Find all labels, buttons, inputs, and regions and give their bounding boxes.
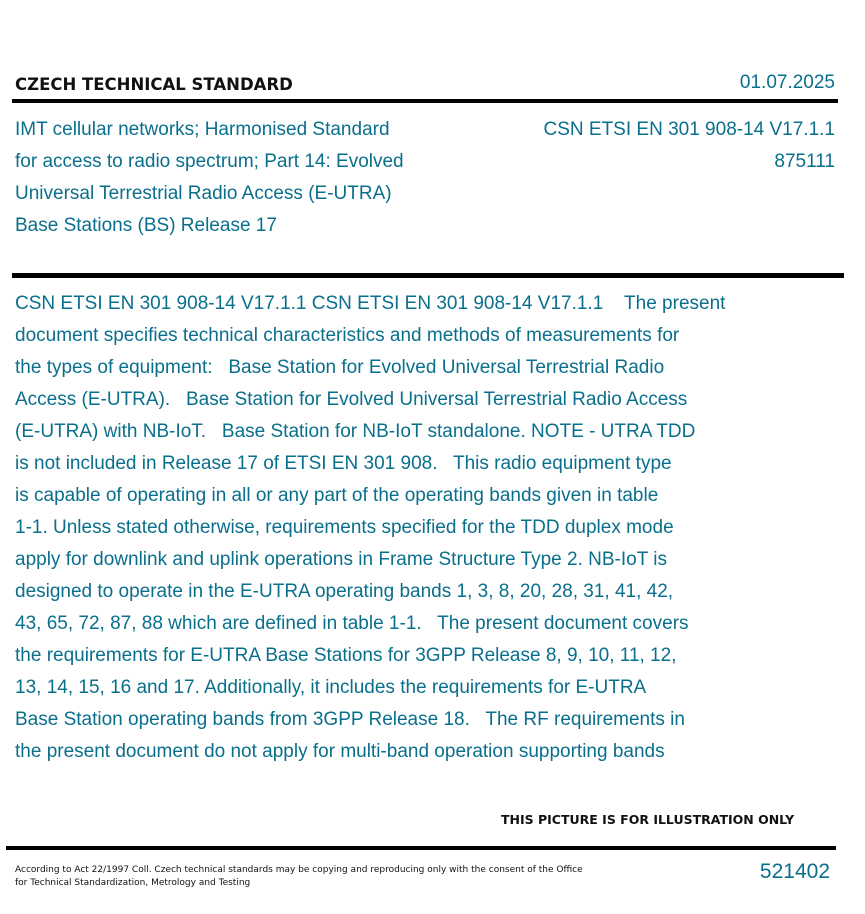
title-line: Base Stations (BS) Release 17 [15, 215, 277, 236]
abstract-line: the types of equipment: Base Station for Evolved Universal Terrestrial Radio [15, 357, 665, 378]
standard-identifier [544, 114, 836, 178]
title-line: IMT cellular networks; Harmonised Standard [15, 119, 390, 140]
document-type-label: CZECH TECHNICAL STANDARD [15, 75, 293, 94]
header-divider [12, 99, 838, 103]
abstract-line: designed to operate in the E-UTRA operating bands 1, 3, 8, 20, 28, 31, 41, 42, [15, 581, 674, 602]
abstract-line: (E-UTRA) with NB-IoT. Base Station for NB-IoT standalone. NOTE - UTRA TDD [15, 421, 696, 442]
copyright-line: for Technical Standardization, Metrology and Testing [15, 878, 251, 888]
abstract-line: is not included in Release 17 of ETSI EN 301 908. This radio equipment type [15, 453, 672, 474]
abstract-line: CSN ETSI EN 301 908-14 V17.1.1 CSN ETSI EN 301 908-14 V17.1.1 The present [15, 293, 726, 314]
abstract-line: document specifies technical characteristics and methods of measurements for [15, 325, 680, 346]
abstract-line: apply for downlink and uplink operations in Frame Structure Type 2. NB-IoT is [15, 549, 667, 570]
publication-date: 01.07.2025 [739, 72, 835, 93]
catalog-code: 875111 [774, 151, 835, 172]
abstract-line: is capable of operating in all or any part of the operating bands given in table [15, 485, 659, 506]
copyright-notice [15, 864, 583, 890]
abstract-text [15, 288, 835, 768]
title-line: Universal Terrestrial Radio Access (E-UTRA) [15, 183, 392, 204]
standard-title [15, 114, 485, 242]
copyright-line: According to Act 22/1997 Coll. Czech technical standards may be copying and reproducing only with the consent of the Office [15, 865, 583, 875]
illustration-notice: THIS PICTURE IS FOR ILLUSTRATION ONLY [501, 812, 795, 827]
document-code: 521402 [759, 860, 830, 883]
abstract-line: 1-1. Unless stated otherwise, requirements specified for the TDD duplex mode [15, 517, 674, 538]
abstract-line: 13, 14, 15, 16 and 17. Additionally, it includes the requirements for E-UTRA [15, 677, 647, 698]
abstract-line: Access (E-UTRA). Base Station for Evolved Universal Terrestrial Radio Access [15, 389, 688, 410]
abstract-line: the present document do not apply for multi-band operation supporting bands [15, 741, 665, 762]
title-divider [12, 273, 844, 278]
abstract-line: the requirements for E-UTRA Base Stations for 3GPP Release 8, 9, 10, 11, 12, [15, 645, 677, 666]
abstract-line: Base Station operating bands from 3GPP Release 18. The RF requirements in [15, 709, 685, 730]
footer-divider [6, 846, 836, 850]
title-line: for access to radio spectrum; Part 14: Evolved [15, 151, 404, 172]
standard-number: CSN ETSI EN 301 908-14 V17.1.1 [543, 119, 835, 140]
abstract-line: 43, 65, 72, 87, 88 which are defined in table 1-1. The present document covers [15, 613, 689, 634]
